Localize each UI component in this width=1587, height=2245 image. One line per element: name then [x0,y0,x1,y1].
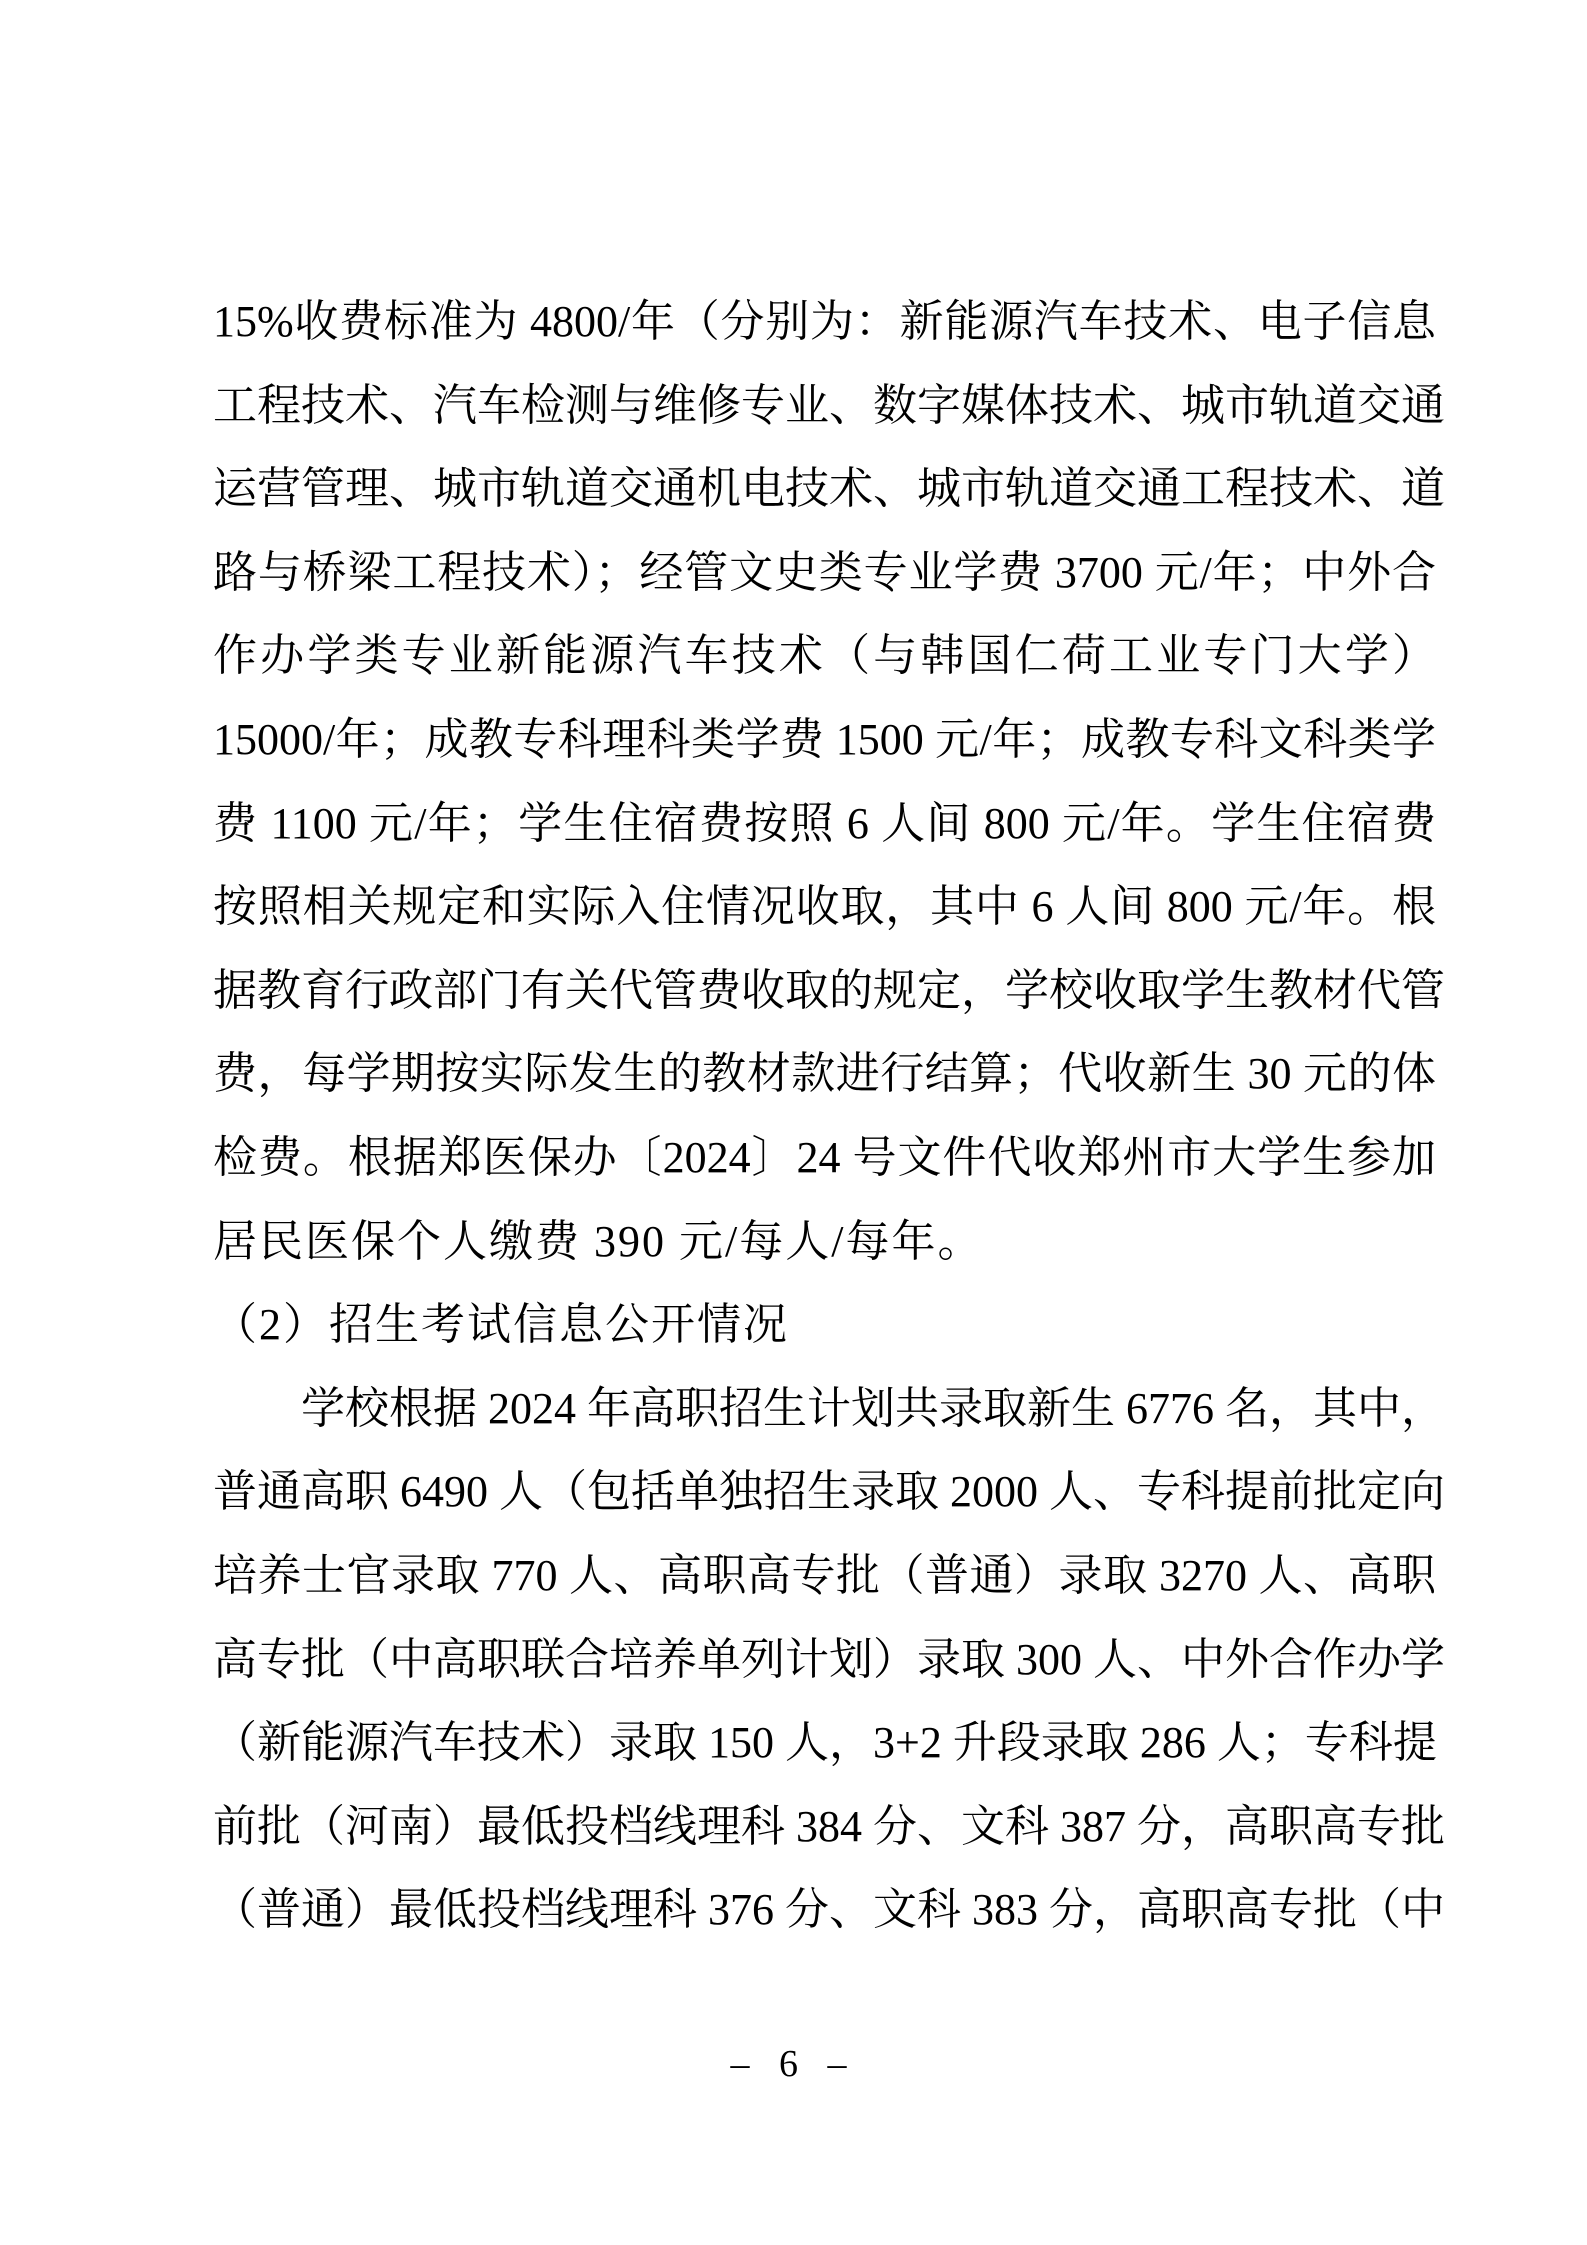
text-line: 培养士官录取 770 人、高职高专批（普通）录取 3270 人、高职 [213,1550,1436,1600]
text-line: 高专批（中高职联合培养单列计划）录取 300 人、中外合作办学 [213,1634,1445,1684]
text-line: 居民医保个人缴费 390 元/每人/每年。 [213,1216,984,1266]
text-line: 普通高职 6490 人（包括单独招生录取 2000 人、专科提前批定向 [213,1467,1445,1517]
section-heading: （2）招生考试信息公开情况 [213,1300,789,1350]
page-number: – 6 – [730,2043,857,2085]
text-line: 路与桥梁工程技术）；经管文史类专业学费 3700 元/年；中外合 [213,547,1436,597]
document-body [213,280,1445,1952]
text-line: （新能源汽车技术）录取 150 人，3+2 升段录取 286 人；专科提 [213,1718,1437,1768]
paragraph-first-line: 学校根据 2024 年高职招生计划共录取新生 6776 名，其中， [301,1383,1445,1433]
text-line: 工程技术、汽车检测与维修专业、数字媒体技术、城市轨道交通 [213,380,1445,430]
text-line: 检费。根据郑医保办〔2024〕24 号文件代收郑州市大学生参加 [213,1132,1436,1182]
text-line: （普通）最低投档线理科 376 分、文科 383 分，高职高专批（中 [213,1885,1445,1935]
text-line: 15000/年；成教专科理科类学费 1500 元/年；成教专科文科类学 [213,714,1436,764]
text-line: 作办学类专业新能源汽车技术（与韩国仁荷工业专门大学） [213,631,1436,681]
text-line: 据教育行政部门有关代管费收取的规定，学校收取学生教材代管 [213,965,1445,1015]
text-line: 前批（河南）最低投档线理科 384 分、文科 387 分，高职高专批 [213,1801,1445,1851]
text-line: 运营管理、城市轨道交通机电技术、城市轨道交通工程技术、道 [213,464,1445,514]
text-line: 费 1100 元/年；学生住宿费按照 6 人间 800 元/年。学生住宿费 [213,798,1436,848]
text-line: 按照相关规定和实际入住情况收取，其中 6 人间 800 元/年。根 [213,882,1436,932]
text-line: 15%收费标准为 4800/年（分别为：新能源汽车技术、电子信息 [213,297,1436,346]
text-line: 费，每学期按实际发生的教材款进行结算；代收新生 30 元的体 [213,1049,1436,1099]
